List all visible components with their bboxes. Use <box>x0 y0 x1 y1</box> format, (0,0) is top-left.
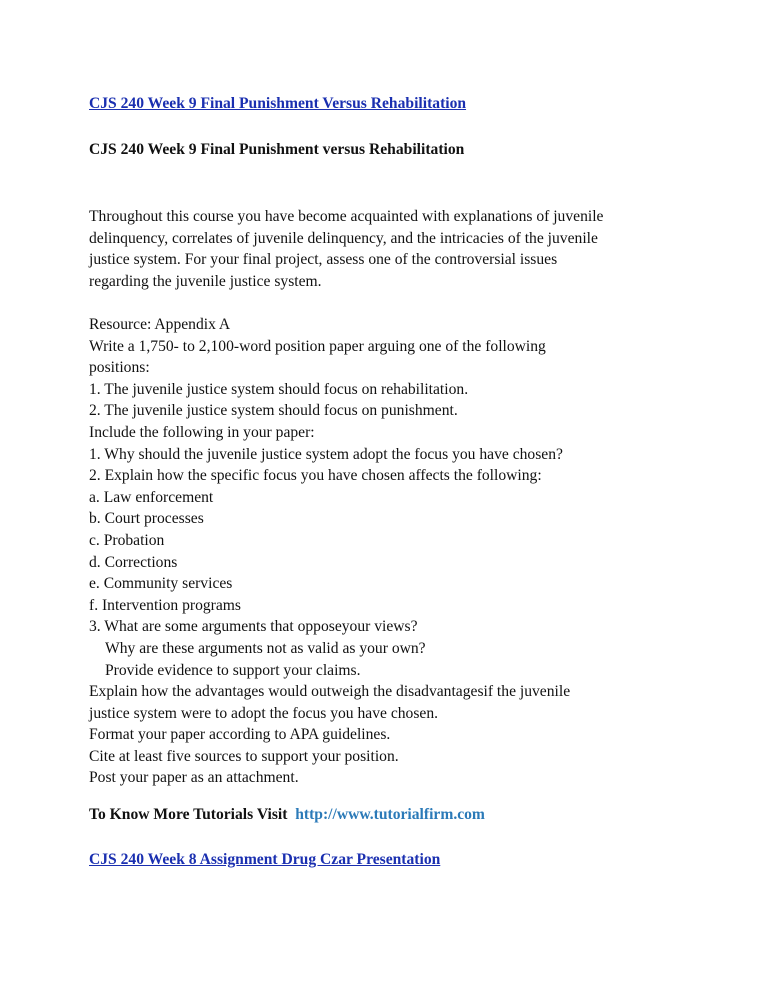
document-title: CJS 240 Week 9 Final Punishment versus Rehabilitation <box>89 141 465 158</box>
instruction-line: Cite at least five sources to support your position. <box>89 747 399 765</box>
instruction-line: Provide evidence to support your claims. <box>105 661 361 679</box>
instructions <box>89 314 570 789</box>
instruction-line: c. Probation <box>89 531 165 549</box>
instruction-line: 1. The juvenile justice system should focus on rehabilitation. <box>89 380 469 398</box>
instruction-line: 2. The juvenile justice system should focus on punishment. <box>89 402 458 420</box>
intro-line: justice system. For your final project, assess one of the controversial issues <box>89 251 558 269</box>
instruction-line: Write a 1,750- to 2,100-word position paper arguing one of the following <box>89 337 546 355</box>
instruction-line: a. Law enforcement <box>89 488 214 506</box>
tutorial-url-link[interactable]: http://www.tutorialfirm.com <box>295 806 485 823</box>
instruction-line: f. Intervention programs <box>89 596 241 614</box>
next-assignment-link[interactable]: CJS 240 Week 8 Assignment Drug Czar Presentation <box>89 851 441 868</box>
instruction-line: 2. Explain how the specific focus you have chosen affects the following: <box>89 467 542 485</box>
intro-paragraph <box>89 206 603 292</box>
header-link[interactable]: CJS 240 Week 9 Final Punishment Versus Rehabilitation <box>89 95 467 112</box>
instruction-line: Explain how the advantages would outweigh the disadvantagesif the juvenile <box>89 683 571 701</box>
intro-line: regarding the juvenile justice system. <box>89 272 322 290</box>
instruction-line: Format your paper according to APA guidelines. <box>89 726 391 744</box>
intro-line: Throughout this course you have become acquainted with explanations of juvenile <box>89 208 604 225</box>
instruction-line: 3. What are some arguments that opposeyour views? <box>89 618 418 636</box>
instruction-line: Post your paper as an attachment. <box>89 769 299 787</box>
instruction-line: Include the following in your paper: <box>89 423 315 441</box>
footer-label: To Know More Tutorials Visit <box>89 806 288 823</box>
instruction-line: 1. Why should the juvenile justice system adopt the focus you have chosen? <box>89 445 563 463</box>
instruction-line: b. Court processes <box>89 510 204 528</box>
instruction-line: Why are these arguments not as valid as your own? <box>105 639 426 657</box>
instruction-line: justice system were to adopt the focus you have chosen. <box>89 704 439 722</box>
intro-line: delinquency, correlates of juvenile delinquency, and the intricacies of the juvenile <box>89 229 598 247</box>
footer-line <box>89 804 485 825</box>
instruction-line: Resource: Appendix A <box>89 316 231 333</box>
instruction-line: d. Corrections <box>89 553 178 571</box>
instruction-line: e. Community services <box>89 575 233 593</box>
instruction-line: positions: <box>89 359 150 377</box>
